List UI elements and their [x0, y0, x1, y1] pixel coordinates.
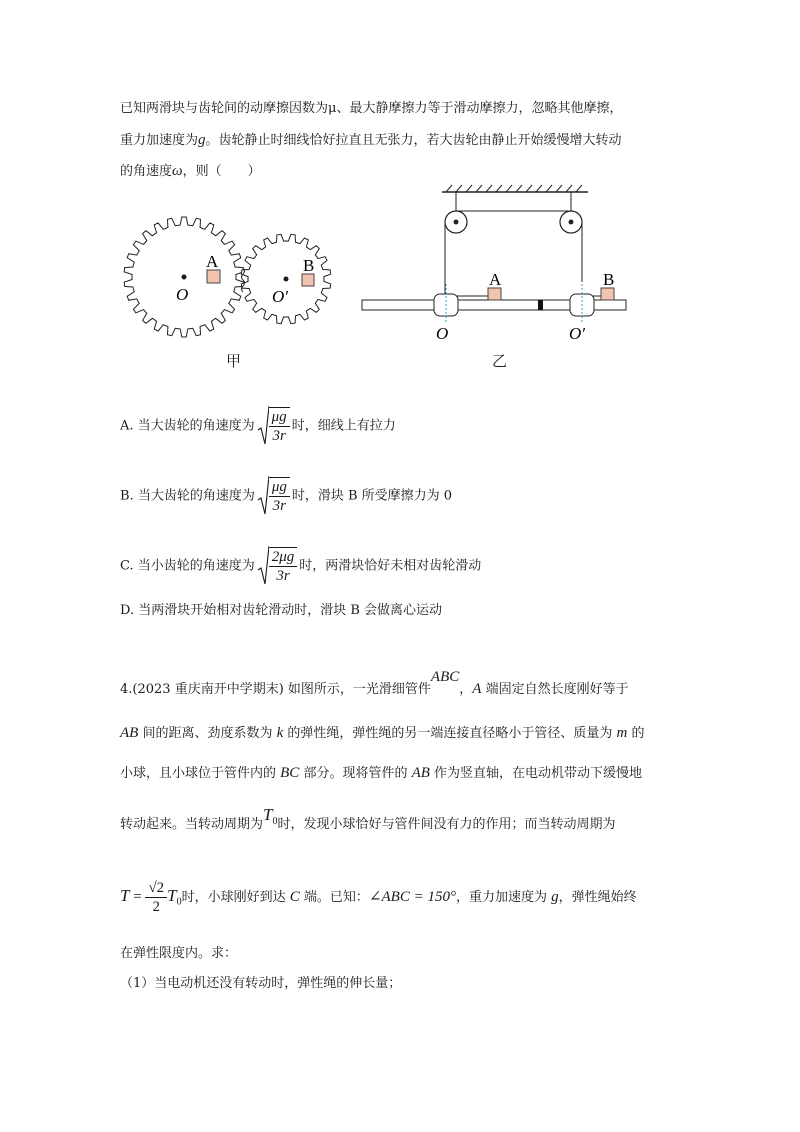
option-A: A. 当大齿轮的角速度为 $\frac{\mu g}{3r}$ 时，细线上有拉力 [120, 404, 396, 448]
label-A: A [206, 252, 219, 271]
q4-line-4: 转动起来。当转动周期为$T_0$时，发现小球恰好与管件间没有力的作用；而当转动周期为 [120, 805, 616, 832]
q4-line-5: T = $\frac{√2}{2}$ $T_0$时，小球刚好到达 C 端。已知：∠ABC = 150°，重力加速度为 g，弹性绳始终 [120, 880, 637, 915]
label-O: O [176, 285, 189, 304]
option-D: D. 当两滑块开始相对齿轮滑动时，滑块 B 会做离心运动 [120, 603, 443, 618]
q4-sub-question-1: （1）当电动机还没有转动时，弹性绳的伸长量； [120, 976, 402, 991]
intro-line-3: 的角速度ω，则（ ） [120, 163, 261, 179]
figure-left-caption: 甲 [226, 352, 242, 370]
label-B: B [303, 256, 315, 275]
center-dot-O [182, 275, 187, 280]
figure-gears [118, 206, 358, 346]
option-B: B. 当大齿轮的角速度为 $\frac{\mu g}{3r}$ 时，滑块 B 所受摩擦力为 0 [120, 474, 452, 518]
ceiling-hatch [446, 185, 582, 192]
slider-A [207, 270, 220, 283]
sqrt-expression: $\frac{\mu g}{3r}$ [257, 474, 290, 518]
sqrt-expression: $\frac{2\mu g}{3r}$ [257, 544, 298, 588]
option-C: C. 当小齿轮的角速度为 $\frac{2\mu g}{3r}$ 时，两滑块恰好未相对齿轮滑动 [120, 544, 481, 588]
intro-line-2: 重力加速度为g。齿轮静止时细线恰好拉直且无张力，若大齿轮由静止开始缓慢增大转动 [120, 132, 622, 148]
intro-line-1: 已知两滑块与齿轮间的动摩擦因数为μ、最大静摩擦力等于滑动摩擦力，忽略其他摩擦， [120, 101, 623, 116]
center-dot-O2 [284, 277, 289, 282]
figure-pulley [356, 184, 636, 349]
q4-line-3: 小球，且小球位于管件内的 BC 部分。现将管件的 AB 作为竖直轴，在电动机带动下缓慢地 [120, 765, 643, 781]
slider-A [488, 288, 501, 300]
figure-right-caption: 乙 [492, 352, 508, 370]
label-A: A [489, 270, 502, 289]
slider-B [601, 288, 614, 300]
label-O: O [436, 324, 449, 343]
label-O2: O′ [569, 324, 585, 343]
sqrt-expression: $\frac{\mu g}{3r}$ [257, 404, 290, 448]
rod-mark [538, 300, 543, 310]
q4-line-6: 在弹性限度内。求： [120, 946, 238, 961]
sqrt2-over-2: $\frac{√2}{2}$ [145, 879, 167, 916]
q4-line-1: 4.(2023 重庆南开中学期末) 如图所示，一光滑细管件ABC，A 端固定自然长度刚好等于 [120, 669, 629, 697]
slider-B [302, 274, 314, 286]
q4-line-2: AB 间的距离、劲度系数为 k 的弹性绳，弹性绳的另一端连接直径略小于管径、质量为 m 的 [120, 725, 645, 741]
label-O2: O′ [272, 287, 288, 306]
label-B: B [603, 270, 615, 289]
